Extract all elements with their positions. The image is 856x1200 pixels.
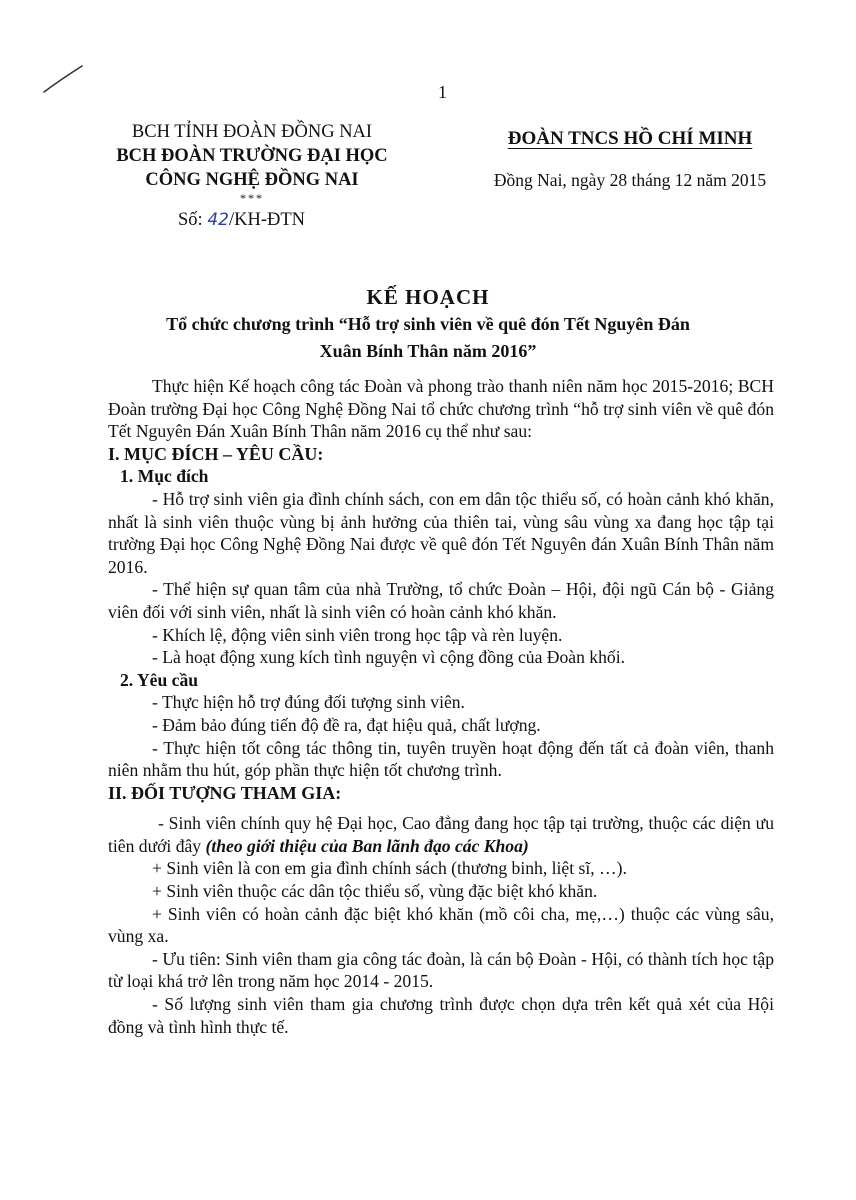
- section-2-heading: II. ĐỐI TƯỢNG THAM GIA:: [108, 782, 342, 803]
- intro-paragraph: Thực hiện Kế hoạch công tác Đoàn và phong trào thanh niên năm học 2015-2016; BCH Đoàn trường Đại học Công Nghệ Đồng Nai tổ chức chương trình “hỗ trợ sinh viên về quê đón Tết Nguyên Đán Xuân Bính Thân năm 2016 cụ thể như sau:: [108, 376, 774, 442]
- participant-plus-item: + Sinh viên thuộc các dân tộc thiểu số, vùng đặc biệt khó khăn.: [152, 881, 598, 902]
- org-line-3: CÔNG NGHỆ ĐỒNG NAI: [145, 170, 359, 190]
- subsection-2-heading: 2. Yêu cầu: [120, 669, 199, 690]
- document-title: KẾ HOẠCH: [366, 285, 490, 309]
- requirement-item: - Thực hiện tốt công tác thông tin, tuyên truyền hoạt động đến tất cả đoàn viên, thanh niên nhằm thu hút, góp phần thực hiện tốt chương trình.: [108, 737, 774, 781]
- org-line-2: BCH ĐOÀN TRƯỜNG ĐẠI HỌC: [116, 146, 388, 166]
- union-name: ĐOÀN TNCS HỒ CHÍ MINH: [507, 128, 753, 149]
- doc-no-suffix: /KH-ĐTN: [228, 210, 305, 230]
- pen-stroke-mark: [40, 60, 90, 100]
- purpose-item: - Thể hiện sự quan tâm của nhà Trường, tổ chức Đoàn – Hội, đội ngũ Cán bộ - Giảng viên đối với sinh viên, nhất là sinh viên có hoàn cảnh khó khăn.: [108, 579, 774, 622]
- requirement-item: - Đảm bảo đúng tiến độ đề ra, đạt hiệu quả, chất lượng.: [152, 714, 541, 735]
- document-subtitle-line-1: Tổ chức chương trình “Hỗ trợ sinh viên về quê đón Tết Nguyên Đán: [166, 314, 690, 334]
- purpose-item: - Là hoạt động xung kích tình nguyện vì cộng đồng của Đoàn khối.: [152, 647, 625, 668]
- participant-plus-item: + Sinh viên có hoàn cảnh đặc biệt khó khăn (mồ côi cha, mẹ,…) thuộc các vùng sâu, vùng xa.: [108, 903, 774, 947]
- requirement-item: - Thực hiện hỗ trợ đúng đối tượng sinh viên.: [152, 692, 465, 713]
- purpose-item: - Khích lệ, động viên sinh viên trong học tập và rèn luyện.: [152, 624, 563, 645]
- place-date: Đồng Nai, ngày 28 tháng 12 năm 2015: [493, 170, 767, 190]
- priority-paragraph: - Ưu tiên: Sinh viên tham gia công tác đoàn, là cán bộ Đoàn - Hội, có thành tích học tập từ loại khá trở lên trong năm học 2014 - 2015.: [108, 948, 774, 992]
- doc-no-prefix: Số:: [178, 210, 203, 230]
- participant-plus-item: + Sinh viên là con em gia đình chính sách (thương binh, liệt sĩ, …).: [152, 858, 627, 879]
- document-number: [82, 208, 422, 232]
- section-1-heading: I. MỤC ĐÍCH – YÊU CẦU:: [108, 443, 324, 464]
- org-line-1: BCH TỈNH ĐOÀN ĐỒNG NAI: [131, 122, 373, 142]
- quantity-paragraph: - Số lượng sinh viên tham gia chương trình được chọn dựa trên kết quả xét của Hội đồng và tình hình thực tế.: [108, 994, 774, 1037]
- participant-paragraph: [108, 812, 774, 857]
- participant-text: - Sinh viên chính quy hệ Đại học, Cao đẳng đang học tập tại trường, thuộc các diện ưu tiên dưới đây: [108, 813, 774, 856]
- document-subtitle-line-2: Xuân Bính Thân năm 2016”: [319, 341, 537, 361]
- header-left-organization: [82, 120, 422, 232]
- purpose-item: - Hỗ trợ sinh viên gia đình chính sách, con em dân tộc thiểu số, có hoàn cảnh khó khăn, nhất là sinh viên thuộc vùng bị ảnh hưởng của thiên tai, vùng sâu vùng xa đang học tập tại trường Đại học Công Nghệ Đồng Nai được về quê đón Tết Nguyên đán Xuân Bính Thân năm 2016.: [108, 488, 774, 577]
- page-number: 1: [438, 82, 447, 102]
- participant-emphasis: (theo giới thiệu của Ban lãnh đạo các Khoa): [205, 835, 529, 856]
- separator-stars: ***: [240, 191, 264, 205]
- document-title-block: [0, 285, 856, 364]
- header-right: [470, 128, 790, 191]
- doc-no-handwritten: 42: [207, 210, 229, 230]
- subsection-1-heading: 1. Mục đích: [120, 466, 209, 487]
- document-body: [108, 375, 774, 1038]
